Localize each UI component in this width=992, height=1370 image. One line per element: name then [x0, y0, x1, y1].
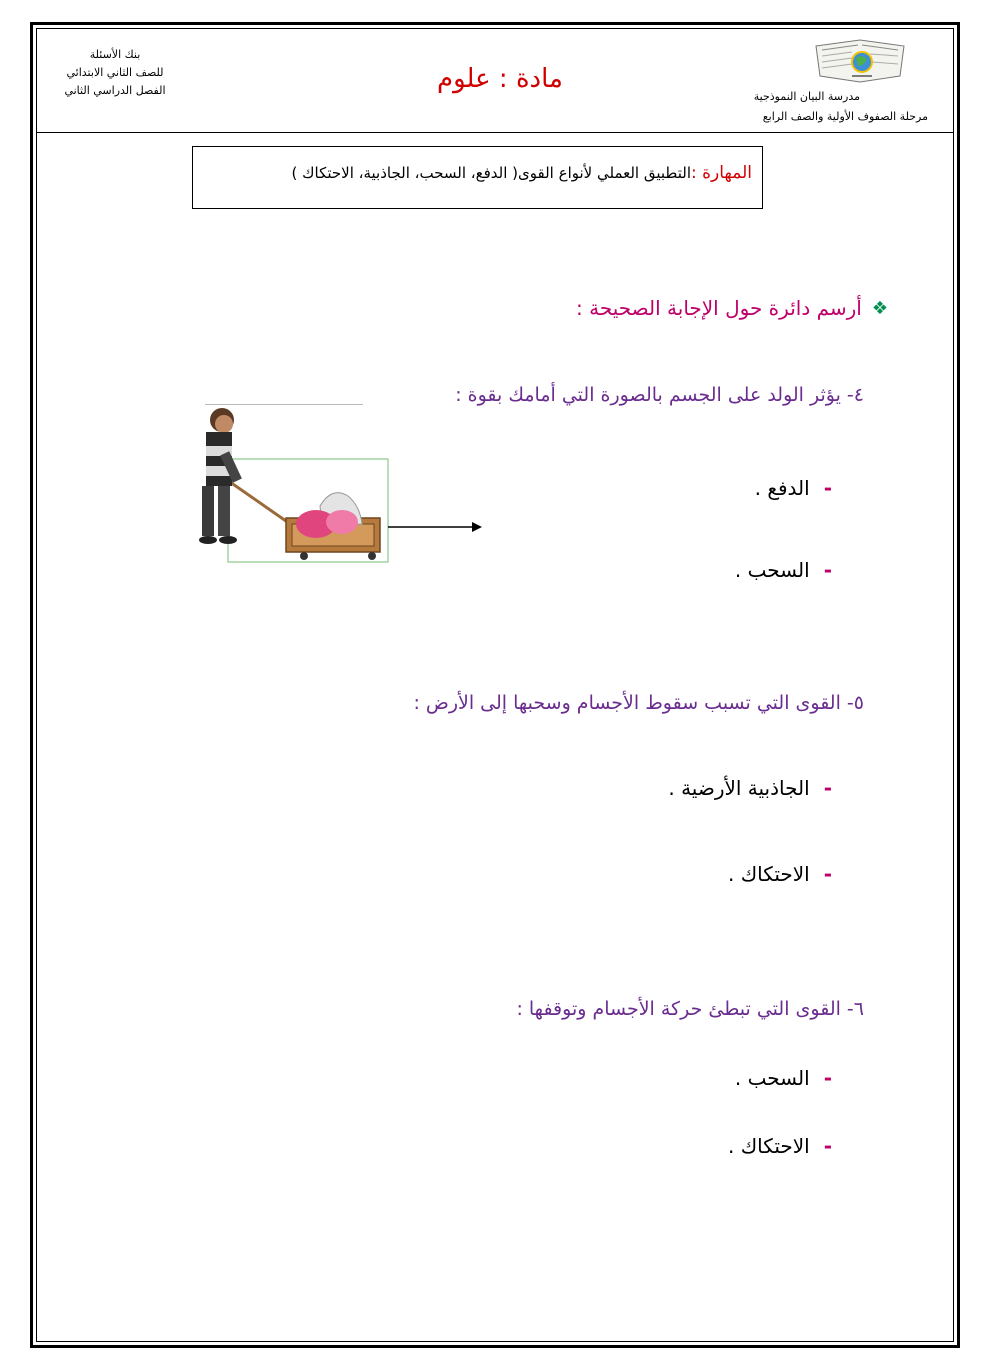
question-4: ٤- يؤثر الولد على الجسم بالصورة التي أمامك بقوة : [455, 384, 864, 406]
question-5: ٥- القوى التي تسبب سقوط الأجسام وسحبها إلى الأرض : [413, 692, 864, 714]
option-dash: - [823, 476, 832, 500]
boy-pulling-cart-illustration [192, 400, 492, 575]
skill-box [192, 146, 763, 209]
school-name: مدرسة البيان النموذجية [753, 90, 860, 103]
header-divider [36, 132, 954, 133]
q5-option-2[interactable] [728, 862, 832, 886]
option-text: الدفع . [754, 476, 810, 500]
diamond-bullet-icon: ❖ [871, 297, 888, 319]
option-text: الاحتكاك . [727, 1134, 810, 1158]
skill-line [292, 163, 752, 183]
q6-option-1[interactable] [735, 1066, 832, 1090]
option-dash: - [823, 1134, 832, 1158]
school-logo-icon [812, 36, 908, 84]
header-left-line-1: بنك الأسئلة [89, 48, 141, 61]
option-text: الاحتكاك . [727, 862, 810, 886]
option-text: السحب . [734, 558, 810, 582]
q5-option-1[interactable] [668, 776, 832, 800]
q4-option-1[interactable] [755, 476, 832, 500]
option-text: السحب . [734, 1066, 810, 1090]
q4-option-2[interactable] [735, 558, 832, 582]
question-6: ٦- القوى التي تبطئ حركة الأجسام وتوقفها : [516, 998, 864, 1020]
header-left-block [40, 46, 190, 100]
option-dash: - [823, 1066, 832, 1090]
skill-label: المهارة : [691, 163, 752, 183]
instruction-text: أرسم دائرة حول الإجابة الصحيحة : [576, 296, 862, 320]
header-left-line-3: الفصل الدراسي الثاني [64, 84, 166, 97]
instruction-line [576, 296, 888, 320]
option-dash: - [823, 862, 832, 886]
header-left-line-2: للصف الثاني الابتدائي [66, 66, 164, 79]
subject-title: مادة : علوم [437, 64, 563, 94]
option-dash: - [823, 776, 832, 800]
skill-description: التطبيق العملي لأنواع القوى( الدفع، السحب، الجاذبية، الاحتكاك ) [291, 164, 691, 182]
option-text: الجاذبية الأرضية . [668, 776, 810, 800]
option-dash: - [823, 558, 832, 582]
q6-option-2[interactable] [728, 1134, 832, 1158]
school-stage: مرحلة الصفوف الأولية والصف الرابع [762, 110, 928, 123]
